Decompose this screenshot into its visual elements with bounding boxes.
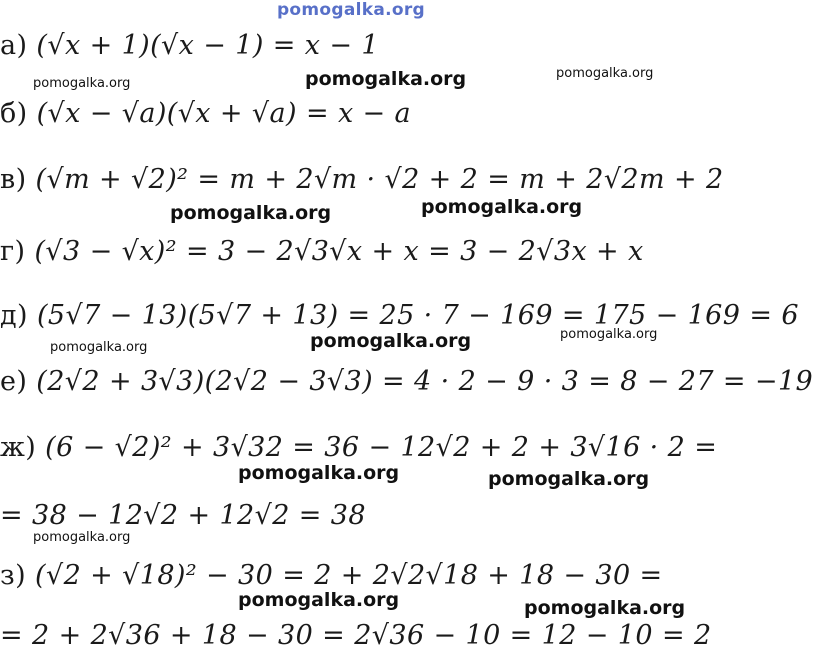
equation-b (0, 98, 411, 129)
equation-e (0, 300, 799, 331)
equation-expr: (2√2 + 3√3)(2√2 − 3√3) = 4 · 2 − 9 · 3 = 8 − 27 = −19 (36, 366, 813, 397)
equation-label: б) (0, 98, 28, 129)
equation-a (0, 30, 379, 61)
equation-label: ж) (0, 432, 37, 463)
watermark: pomogalka.org (50, 340, 148, 355)
watermark: pomogalka.org (33, 76, 131, 91)
equation-expr: = 38 − 12√2 + 12√2 = 38 (0, 500, 366, 531)
watermark: pomogalka.org (524, 597, 686, 619)
watermark: pomogalka.org (556, 66, 654, 81)
equation-expr: (6 − √2)² + 3√32 = 36 − 12√2 + 2 + 3√16 · 2 = (45, 432, 718, 463)
watermark: pomogalka.org (310, 330, 472, 352)
watermark: pomogalka.org (170, 202, 332, 224)
equation-label: г) (0, 236, 26, 267)
watermark: pomogalka.org (488, 468, 650, 490)
equation-expr: (√x + 1)(√x − 1) = x − 1 (36, 30, 379, 61)
equation-label: е) (0, 366, 28, 397)
equation-expr: (5√7 − 13)(5√7 + 13) = 25 · 7 − 169 = 175 − 169 = 6 (36, 300, 799, 331)
equation-c (0, 164, 724, 195)
watermark: pomogalka.org (421, 196, 583, 218)
equation-d (0, 236, 644, 267)
watermark: pomogalka.org (305, 68, 467, 90)
equation-h (0, 560, 663, 591)
watermark: pomogalka.org (33, 530, 131, 545)
equation-expr: (√3 − √x)² = 3 − 2√3√x + x = 3 − 2√3x + x (34, 236, 644, 267)
equation-h-cont (0, 620, 712, 651)
equation-label: в) (0, 164, 27, 195)
equation-g (0, 432, 717, 463)
watermark: pomogalka.org (560, 327, 658, 342)
equation-expr: = 2 + 2√36 + 18 − 30 = 2√36 − 10 = 12 − 10 = 2 (0, 620, 712, 651)
equation-f (0, 366, 813, 397)
equation-expr: (√x − √a)(√x + √a) = x − a (36, 98, 412, 129)
equation-label: а) (0, 30, 28, 61)
watermark: pomogalka.org (238, 589, 400, 611)
equation-expr: (√2 + √18)² − 30 = 2 + 2√2√18 + 18 − 30 = (35, 560, 663, 591)
watermark-top: pomogalka.org (276, 0, 426, 20)
equation-label: д) (0, 300, 28, 331)
equation-label: з) (0, 560, 27, 591)
equation-expr: (√m + √2)² = m + 2√m · √2 + 2 = m + 2√2m + 2 (35, 164, 724, 195)
watermark: pomogalka.org (238, 462, 400, 484)
